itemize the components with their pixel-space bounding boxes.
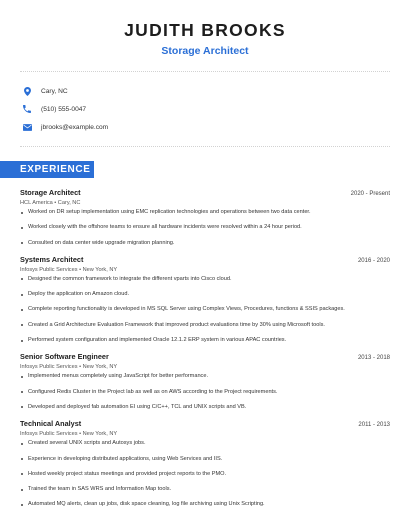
job-bullet: Worked on DR setup implementation using EMC replication technologies and operations between two data center.	[20, 209, 390, 216]
job-bullet: Complete reporting functionality is developed in MS SQL Server using Complex Views, Procedures, functions & SSIS packages.	[20, 306, 390, 313]
job-bullets	[20, 437, 390, 508]
candidate-name: JUDITH BROOKS	[124, 20, 286, 40]
contact-list	[0, 72, 410, 146]
contact-phone	[22, 100, 410, 118]
job-title: Technical Analyst	[20, 419, 82, 429]
experience-list	[0, 178, 410, 508]
job-title: Storage Architect	[20, 188, 81, 197]
job-title: Senior Software Engineer	[20, 352, 109, 362]
job-bullet: Hosted weekly project status meetings and provided project reports to the PMO.	[20, 471, 390, 478]
job-bullet: Designed the common framework to integrate the different vparts into Cisco cloud.	[20, 276, 390, 283]
job-bullet: Automated MQ alerts, clean up jobs, disk space cleaning, log file archiving using Unix Scripting.	[20, 501, 390, 508]
job-bullet: Created a Grid Architecture Evaluation Framework that improved product evaluations time by 30% using Microsoft tools.	[20, 322, 390, 329]
job-bullet: Developed and deployed fab automation EI using C/C++, TCL and UNIX scripts and VB.	[20, 404, 390, 411]
job-bullet: Implemented menus completely using JavaScript for better performance.	[20, 373, 390, 380]
job-entry	[20, 352, 390, 411]
job-bullet: Worked closely with the offshore teams to ensure all hardware incidents were resolved within a 24 hour period.	[20, 224, 390, 231]
email-icon	[22, 122, 32, 132]
job-dates: 2013 - 2018	[357, 355, 390, 362]
job-organization: HCL America • Cary, NC	[20, 200, 81, 206]
job-bullet: Created several UNIX scripts and Autosys jobs.	[20, 440, 390, 447]
job-bullets	[20, 370, 390, 411]
job-dates: 2011 - 2013	[358, 422, 390, 429]
job-title: Systems Architect	[20, 254, 84, 264]
job-bullets	[20, 206, 390, 247]
job-entry	[20, 188, 390, 247]
job-organization: Infosys Public Services • New York, NY	[20, 266, 118, 273]
job-bullet: Experience in developing distributed applications, using Web Services and IIS.	[20, 456, 390, 463]
job-bullets	[20, 273, 390, 344]
job-dates: 2016 - 2020	[357, 257, 390, 264]
contact-phone-text: (510) 555-0047	[41, 105, 87, 113]
contact-email-text: jbrooks@example.com	[41, 123, 109, 131]
job-entry	[20, 255, 390, 344]
location-pin-icon	[22, 86, 32, 96]
job-entry	[20, 419, 390, 508]
contact-email	[22, 118, 410, 136]
job-organization: Infosys Public Services • New York, NY	[20, 364, 118, 371]
contact-location-text: Cary, NC	[41, 87, 68, 95]
divider-bottom	[20, 146, 390, 147]
job-bullet: Trained the team in SAS WRS and Information Map tools.	[20, 486, 390, 493]
phone-icon	[22, 104, 32, 114]
contact-location	[22, 82, 410, 100]
candidate-title: Storage Architect	[161, 45, 249, 57]
job-dates: 2020 - Present	[350, 191, 390, 197]
resume-header	[0, 0, 410, 57]
job-organization: Infosys Public Services • New York, NY	[20, 431, 118, 438]
job-bullet: Consulted on data center wide upgrade migration planning.	[20, 240, 390, 247]
job-bullet: Configured Redis Cluster in the Project lab as well as on AWS according to the Project requirements.	[20, 389, 390, 396]
job-bullet: Deploy the application on Amazon cloud.	[20, 291, 390, 298]
job-bullet: Performed system configuration and implemented Oracle 12.1.2 ERP system in various APAC countries.	[20, 337, 390, 344]
section-heading-experience: EXPERIENCE	[0, 161, 94, 178]
